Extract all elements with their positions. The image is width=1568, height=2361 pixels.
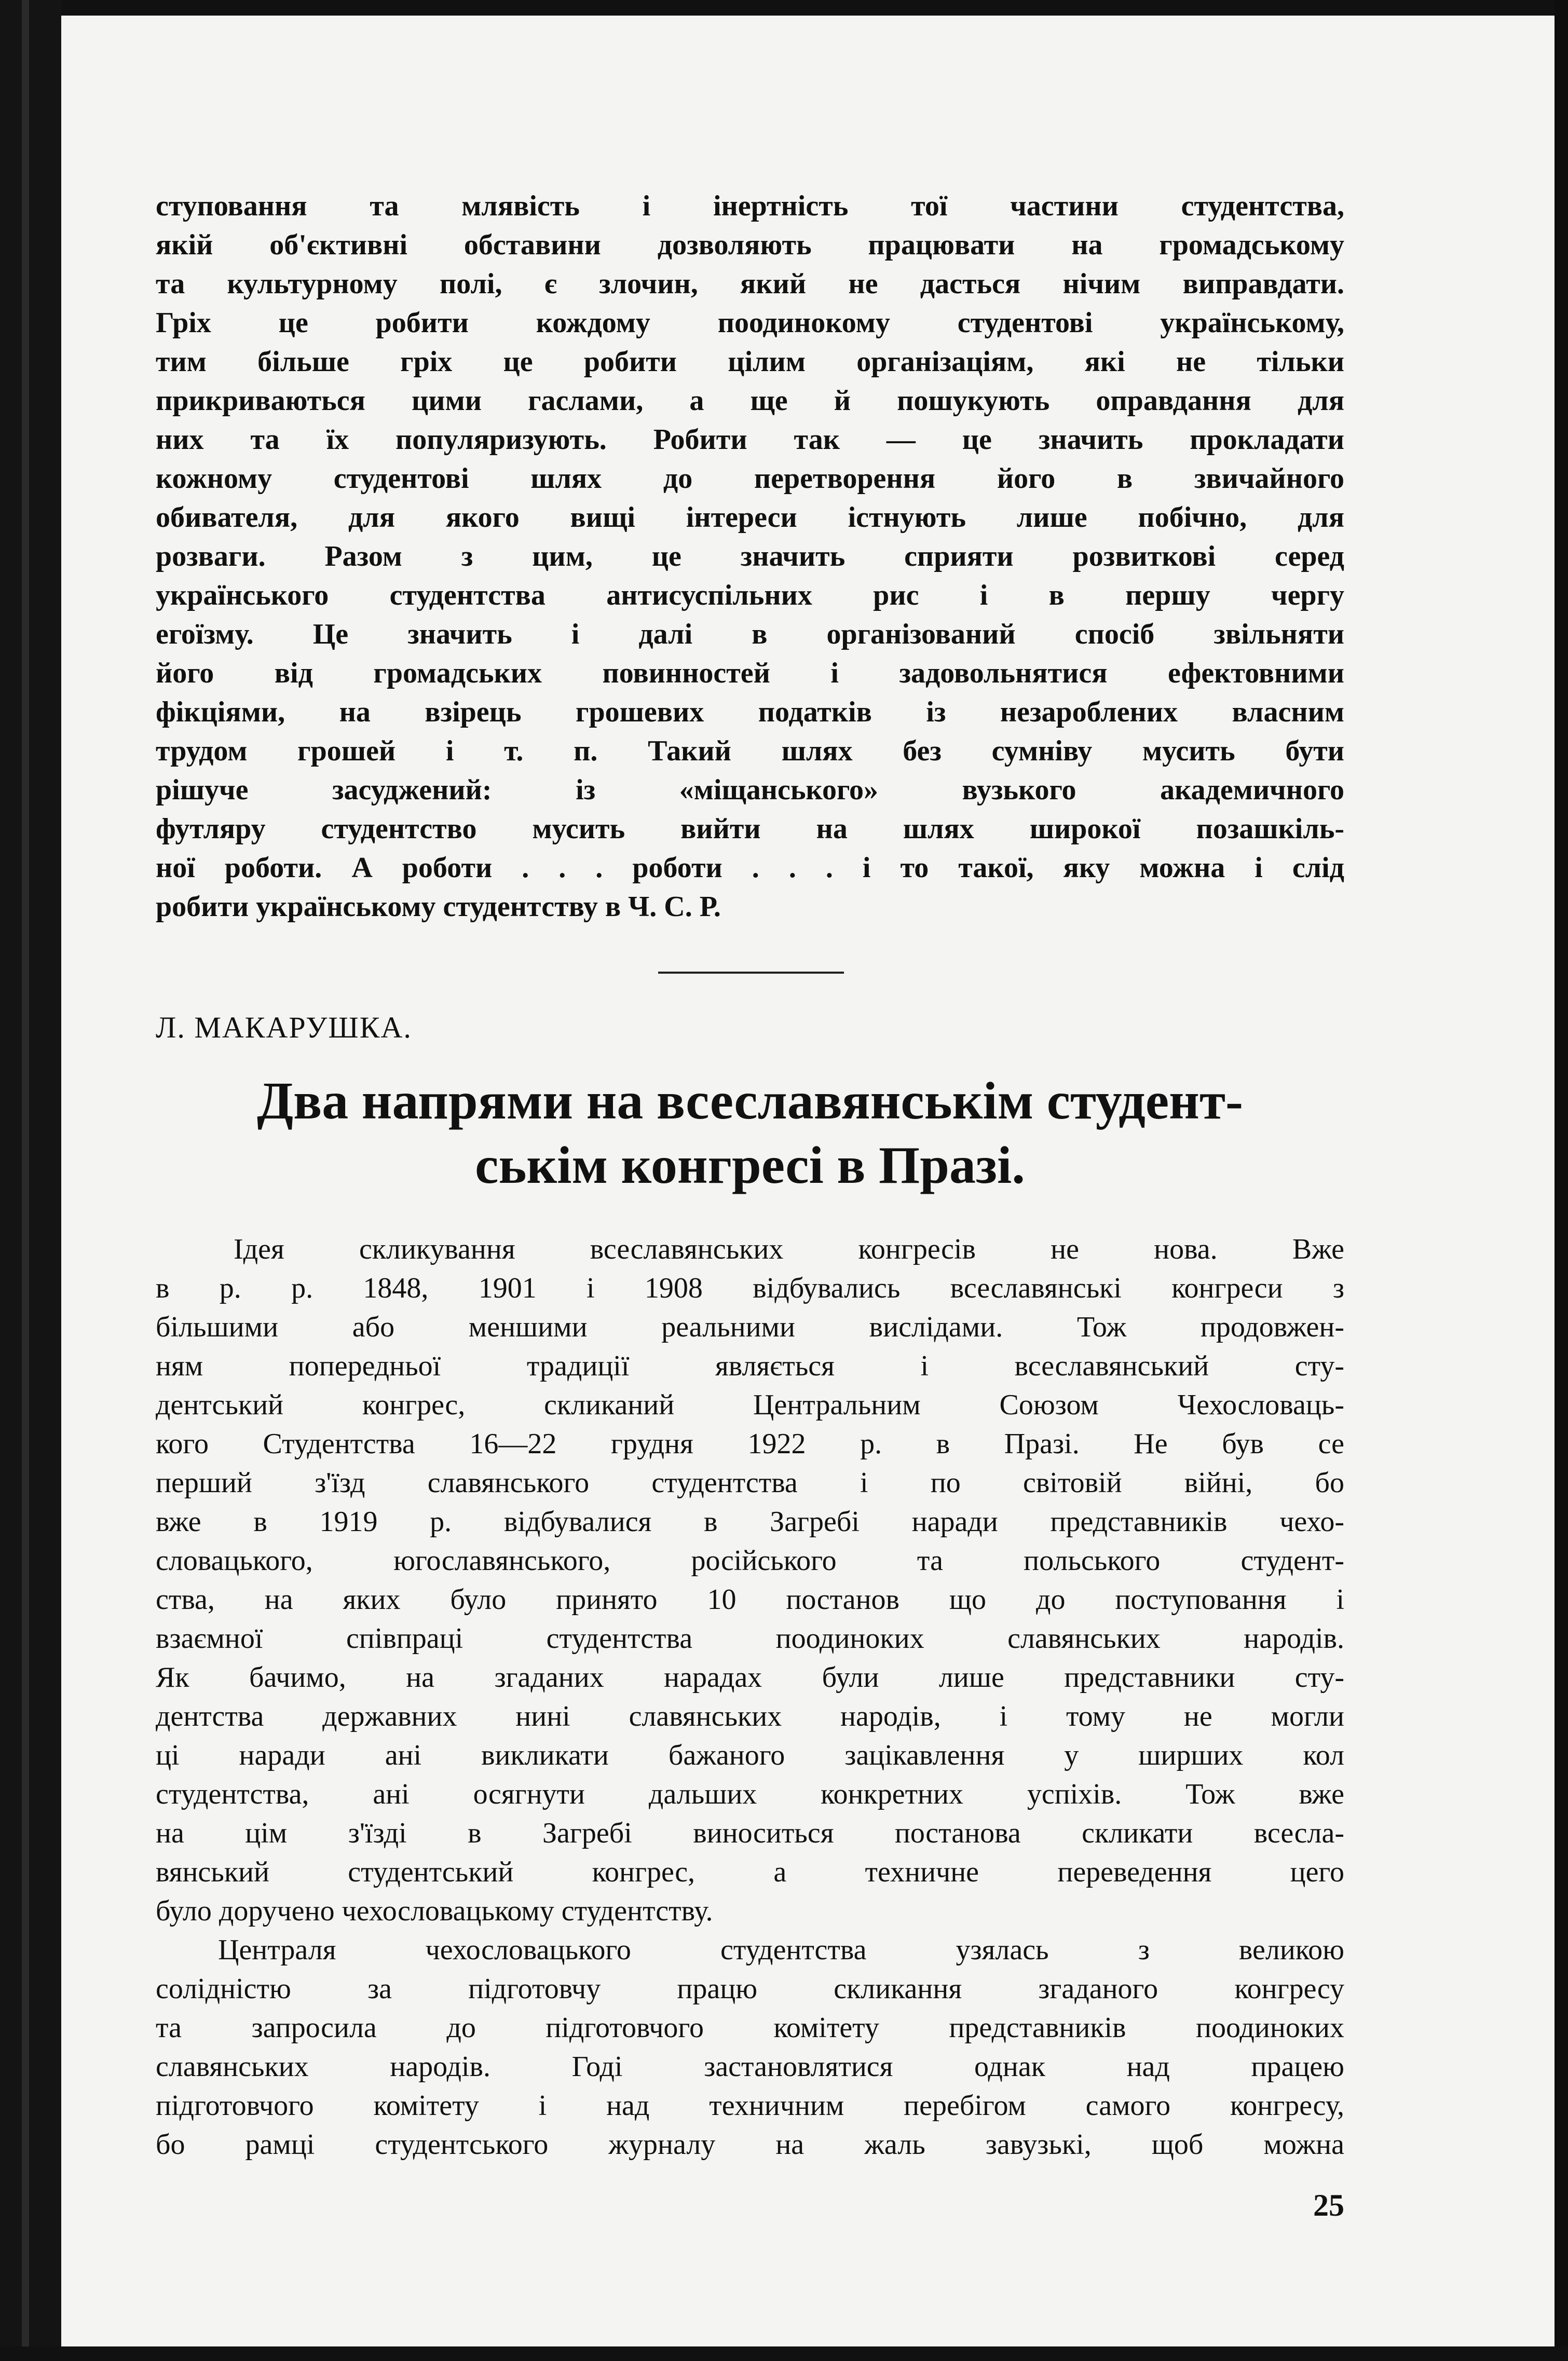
text-line: Гріх це робити кождому поодинокому студентові українському, [156,307,1344,339]
article-title-line: ськім конгресі в Празі. [475,1136,1025,1195]
text-line: ства, на яких було принято 10 постанов що до поступовання і [156,1584,1344,1616]
text-line: його від громадських повинностей і задовольнятися ефектовними [156,657,1344,689]
text-line: солідністю за підготовчу працю скликання згаданого конгресу [156,1973,1344,2005]
section-divider [658,972,844,974]
page-number: 25 [1313,2188,1344,2222]
text-line: підготовчого комітету і над техничним перебігом самого конгресу, [156,2090,1344,2122]
text-line: та запросила до підготовчого комітету представників поодиноких [156,2012,1344,2044]
text-line: кого Студентства 16—22 грудня 1922 р. в Празі. Не був се [156,1428,1344,1460]
scan-right-border [1555,0,1568,2361]
text-line: словацького, югославянського, російського та польського студент- [156,1545,1344,1577]
article-title-line: Два напрями на всеславянськім студент- [256,1072,1244,1130]
paragraph-continuation [156,187,1344,926]
text-line: вянський студентський конгрес, а техничне переведення цего [156,1856,1344,1888]
scan-left-border [0,0,61,2361]
text-line: дентства державних нині славянських народів, і тому не могли [156,1700,1344,1732]
text-line: трудом грошей і т. п. Такий шлях без сумніву мусить бути [156,735,1344,767]
text-line: робити українському студентству в Ч. С. Р. [156,891,721,923]
article-author: Л. МАКАРУШКА. [156,1011,412,1044]
text-line: славянських народів. Годі застановлятися однак над працею [156,2051,1344,2083]
scan-top-border [0,0,1568,16]
article-title [156,1069,1344,1198]
scan-bottom-border [0,2346,1568,2361]
text-line: взаємної співпраці студентства поодиноких славянських народів. [156,1622,1344,1655]
text-line: ступовання та млявість і інертність тої частини студентства, [156,190,1344,222]
text-line: рішуче засуджений: із «міщанського» вузького академичного [156,774,1344,806]
text-line: в р. р. 1848, 1901 і 1908 відбувались всеславянські конгреси з [156,1272,1344,1304]
text-line: бо рамці студентського журналу на жаль завузькі, щоб можна [156,2128,1344,2161]
text-line: прикриваються цими гаслами, а ще й пошукують оправдання для [156,385,1344,417]
text-line: ної роботи. А роботи . . . роботи . . . і то такої, яку можна і слід [156,852,1344,884]
text-line: Ідея скликування всеславянських конгресів не нова. Вже [234,1233,1344,1265]
text-line: кожному студентові шлях до перетворення його в звичайного [156,462,1344,495]
text-line: тим більше гріх це робити цілим організаціям, які не тільки [156,346,1344,378]
text-line: дентський конгрес, скликаний Центральним Союзом Чехословаць- [156,1389,1344,1421]
text-line: егоїзму. Це значить і далі в організований спосіб звільняти [156,618,1344,650]
text-line: Як бачимо, на згаданих нарадах були лише представники сту- [156,1661,1344,1694]
text-line: ням попередньої традиції являється і всеславянський сту- [156,1350,1344,1382]
text-line: розваги. Разом з цим, це значить сприяти розвиткові серед [156,540,1344,572]
text-line: вже в 1919 р. відбувалися в Загребі наради представників чехо- [156,1506,1344,1538]
text-line: на цім з'їзді в Загребі виноситься постанова скликати всесла- [156,1817,1344,1849]
text-line: було доручено чехословацькому студентству. [156,1895,713,1927]
text-line: фікціями, на взірець грошевих податків із незароблених власним [156,696,1344,728]
text-line: більшими або меншими реальними вислідами. Тож продовжен- [156,1311,1344,1343]
text-line: обивателя, для якого вищі інтереси істнують лише побічно, для [156,501,1344,534]
text-line: Централя чехословацького студентства узялась з великою [218,1934,1344,1966]
text-line: ці наради ані викликати бажаного зацікавлення у ширших кол [156,1739,1344,1771]
text-line: студентства, ані осягнути дальших конкретних успіхів. Тож вже [156,1778,1344,1810]
text-line: якій об'єктивні обставини дозволяють працювати на громадському [156,229,1344,261]
text-line: українського студентства антисуспільних рис і в першу чергу [156,579,1344,611]
text-line: них та їх популяризують. Робити так — це значить прокладати [156,424,1344,456]
text-line: футляру студентство мусить вийти на шлях широкої позашкіль- [156,813,1344,845]
article-paragraph [156,1230,1344,1931]
scan-left-border-stripe [22,0,29,2361]
text-line: перший з'їзд славянського студентства і по світовій війні, бо [156,1467,1344,1499]
text-line: та культурному полі, є злочин, який не дасться нічим виправдати. [156,268,1344,300]
article-paragraph [156,1931,1344,2164]
